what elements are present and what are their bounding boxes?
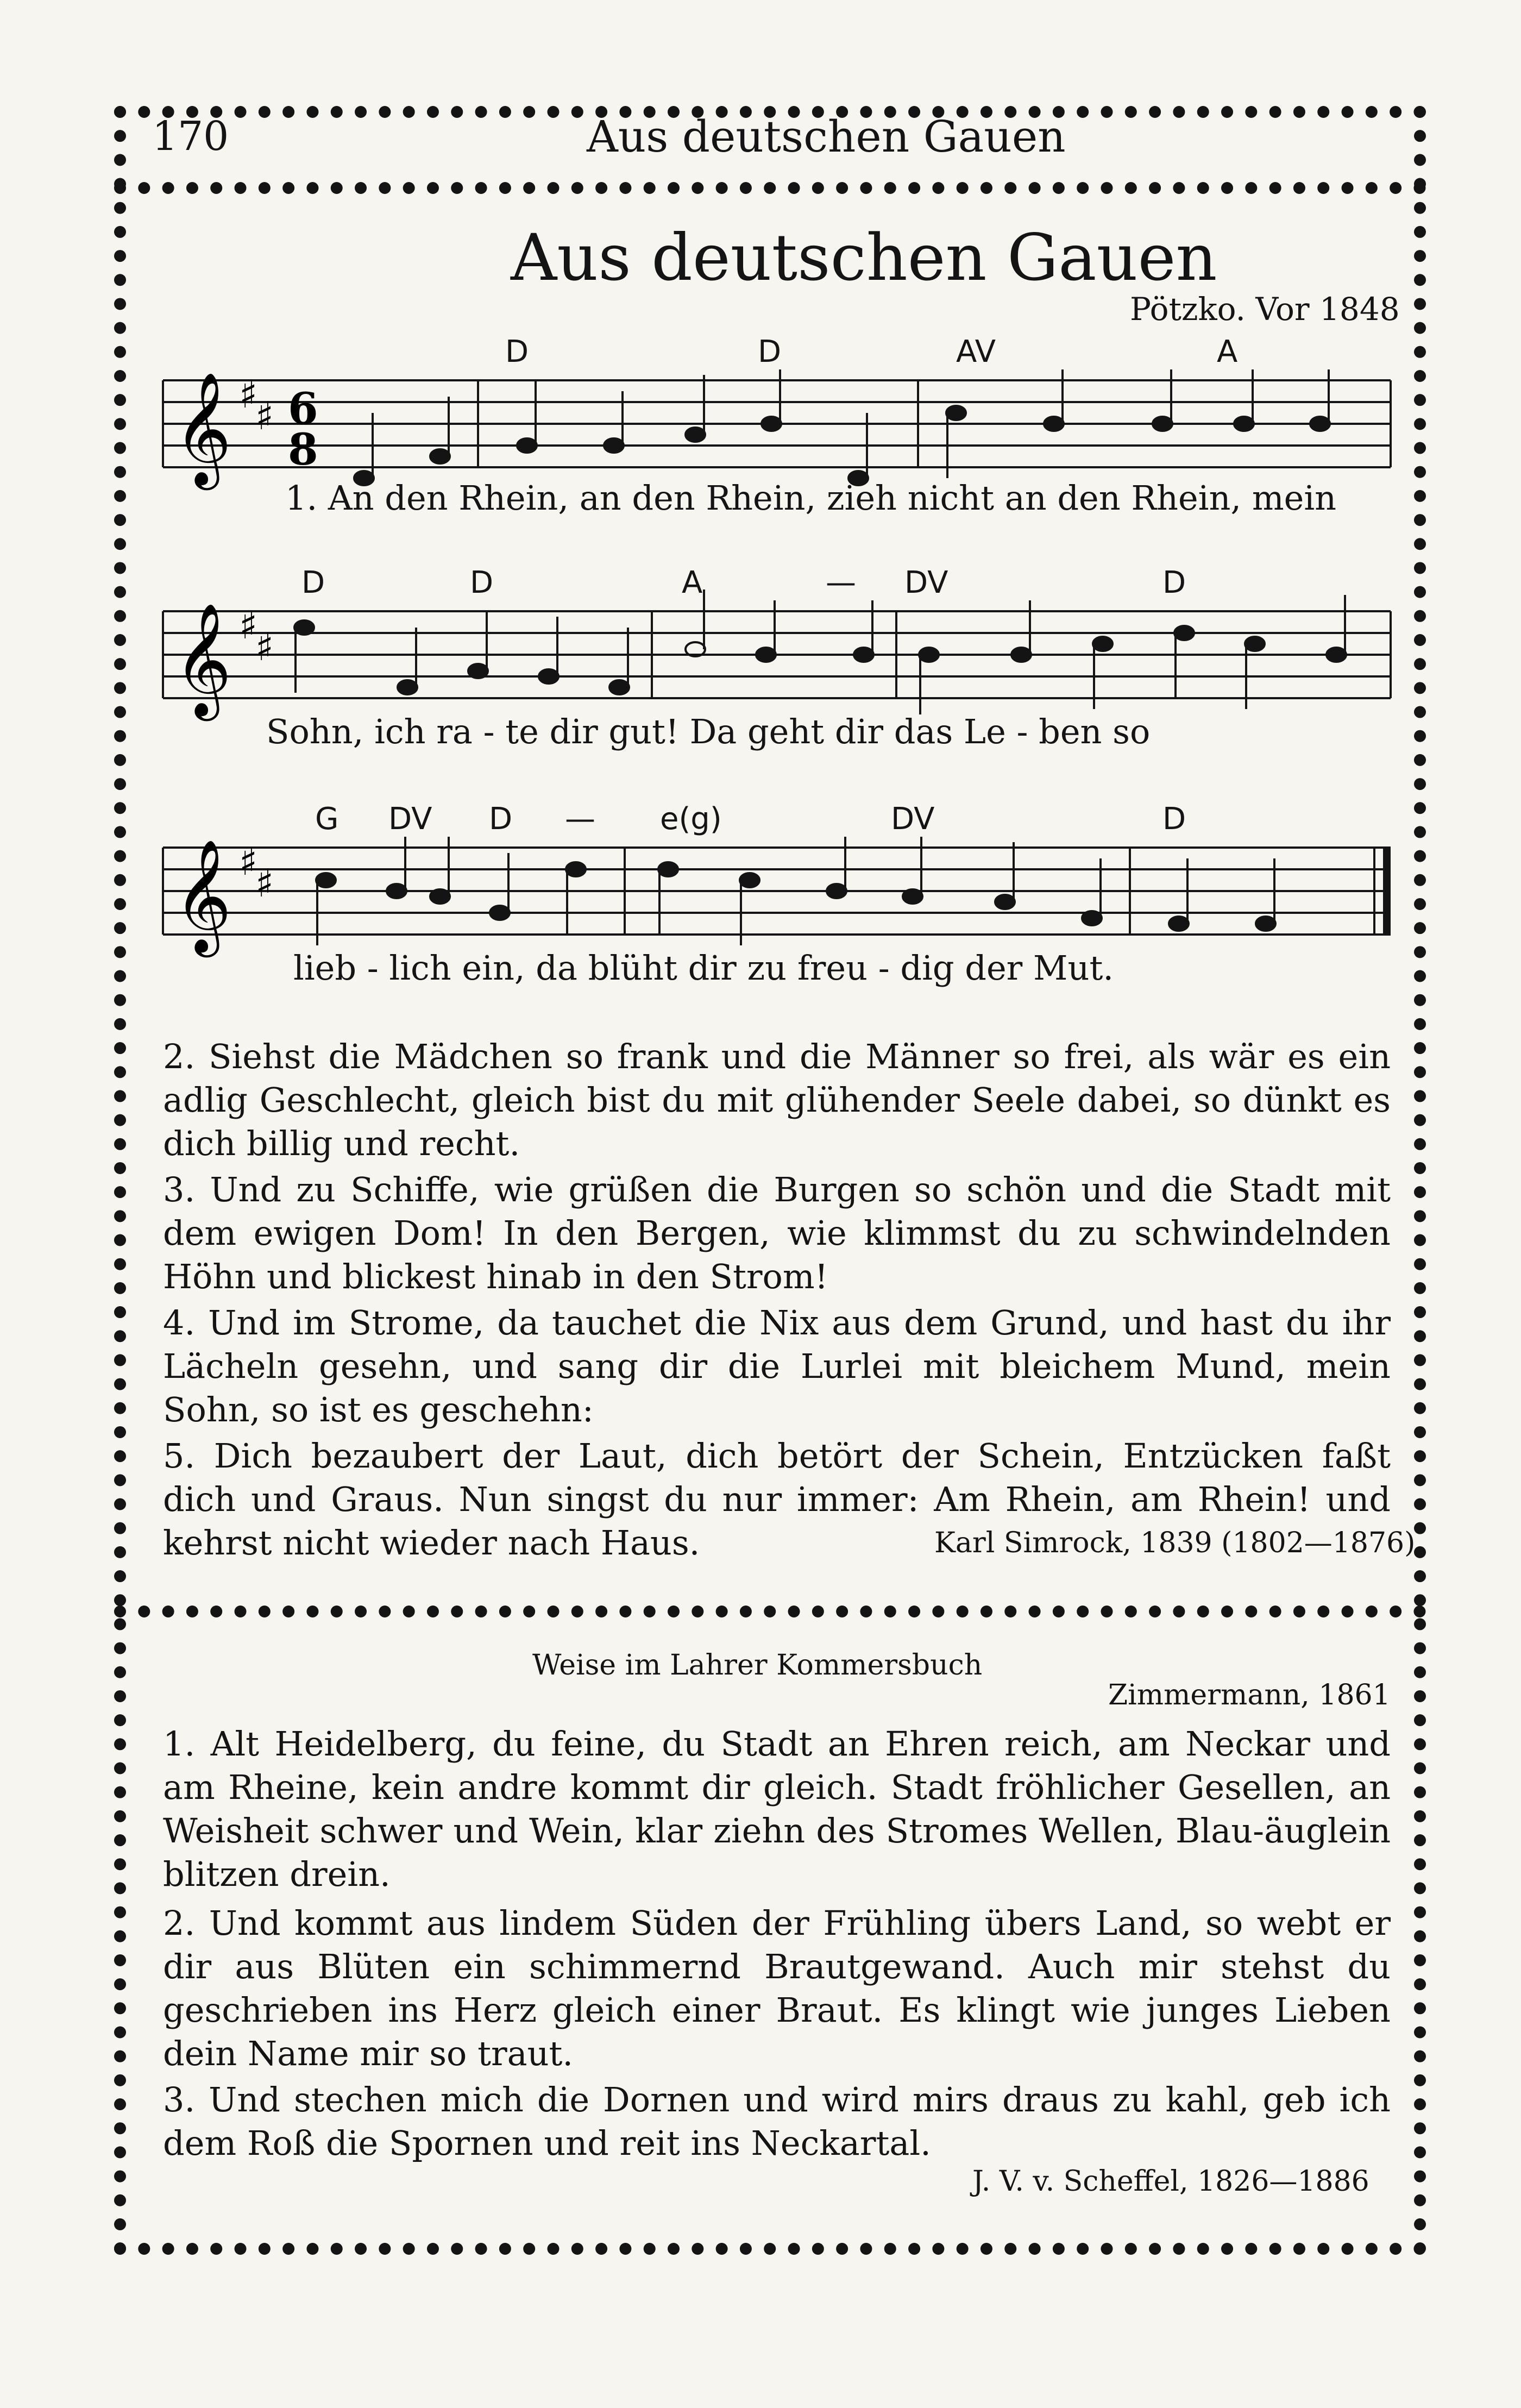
- chord: A: [1217, 334, 1238, 369]
- header-rule: [114, 182, 1426, 194]
- chord: G: [315, 801, 339, 837]
- chord: AV: [956, 334, 996, 369]
- music-staff: [158, 837, 1396, 967]
- verse: 2. Und kommt aus lindem Süden der Frühling übers Land, so webt er dir aus Blüten ein schimmernd Brautgewand. Auch mir stehst du geschrieben ins Herz gleich einer Braut. Es klingt wie junges Lieben dein Name mir so traut.: [163, 1903, 1391, 2073]
- verse: 2. Siehst die Mädchen so frank und die Männer so frei, als wär es ein adlig Geschlecht, gleich bist du mit glühender Seele dabei, so dünkt es dich billig und recht.: [163, 1037, 1391, 1163]
- treble-clef-icon: 𝄞: [174, 603, 232, 716]
- verse: 3. Und stechen mich die Dornen und wird mirs draus zu kahl, geb ich dem Roß die Spornen und reit ins Neckartal.: [163, 2080, 1391, 2163]
- song2-composer: Zimmermann, 1861: [1108, 1679, 1391, 1711]
- key-sharp-icon: ♯: [255, 394, 274, 438]
- key-sharp-icon: ♯: [239, 372, 257, 417]
- key-sharp-icon: ♯: [255, 625, 274, 669]
- chord: D: [758, 334, 782, 369]
- verse: 4. Und im Strome, da tauchet die Nix aus dem Grund, und hast du ihr Lächeln gesehn, und sang dir die Lurlei mit bleichem Mund, mein Sohn, so ist es geschehn:: [163, 1303, 1391, 1429]
- time-signature-bottom: 8: [288, 424, 318, 475]
- key-sharp-icon: ♯: [255, 861, 274, 906]
- lyrics-line-1: 1. An den Rhein, an den Rhein, zieh nicht an den Rhein, mein: [285, 478, 1337, 518]
- chord: D: [301, 565, 325, 600]
- chord: e(g): [660, 801, 722, 837]
- chord: DV: [891, 801, 935, 837]
- chord: DV: [388, 801, 432, 837]
- key-sharp-icon: ♯: [239, 603, 257, 648]
- verse: 1. Alt Heidelberg, du feine, du Stadt an Ehren reich, am Neckar und am Rheine, kein andre kommt dir gleich. Stadt fröhlicher Gesellen, an Weisheit schwer und Wein, klar ziehn des Stromes Wellen, Blau-äuglein blitzen drein.: [163, 1724, 1391, 1894]
- key-sharp-icon: ♯: [239, 839, 257, 884]
- time-signature-top: 6: [288, 383, 318, 434]
- song1-composer: Pötzko. Vor 1848: [1130, 291, 1400, 328]
- verse: 5. Dich bezaubert der Laut, dich betört der Schein, Entzücken faßt dich und Graus. Nun singst du nur immer: Am Rhein, am Rhein! und kehrst nicht wieder nach Haus.: [163, 1436, 1391, 1563]
- chord: —: [565, 801, 595, 837]
- verse: 3. Und zu Schiffe, wie grüßen die Burgen so schön und die Stadt mit dem ewigen Dom! In den Bergen, wie klimmst du zu schwindelnden Höhn und blickest hinab in den Strom!: [163, 1170, 1391, 1296]
- section-divider: [114, 1606, 1426, 1617]
- melody-note: Weise im Lahrer Kommersbuch: [532, 1649, 983, 1682]
- chord: A: [682, 565, 703, 600]
- music-staff: [158, 600, 1396, 731]
- chord: D: [470, 565, 494, 600]
- song1-author: Karl Simrock, 1839 (1802—1876): [934, 1527, 1416, 1559]
- lyrics-line-3: lieb - lich ein, da blüht dir zu freu - dig der Mut.: [293, 948, 1114, 988]
- treble-clef-icon: 𝄞: [174, 839, 232, 952]
- lyrics-line-2: Sohn, ich ra - te dir gut! Da geht dir das Le - ben so: [266, 712, 1151, 751]
- page-number: 170: [152, 113, 229, 160]
- running-title: Aus deutschen Gauen: [587, 111, 1066, 162]
- chord: DV: [904, 565, 948, 600]
- chord: —: [826, 565, 856, 600]
- chord: D: [489, 801, 513, 837]
- chord: D: [505, 334, 529, 369]
- song-title: Aus deutschen Gauen: [511, 220, 1217, 295]
- treble-clef-icon: 𝄞: [174, 372, 232, 485]
- chord: D: [1162, 801, 1186, 837]
- song2-author: J. V. v. Scheffel, 1826—1886: [972, 2165, 1369, 2198]
- chord: D: [1162, 565, 1186, 600]
